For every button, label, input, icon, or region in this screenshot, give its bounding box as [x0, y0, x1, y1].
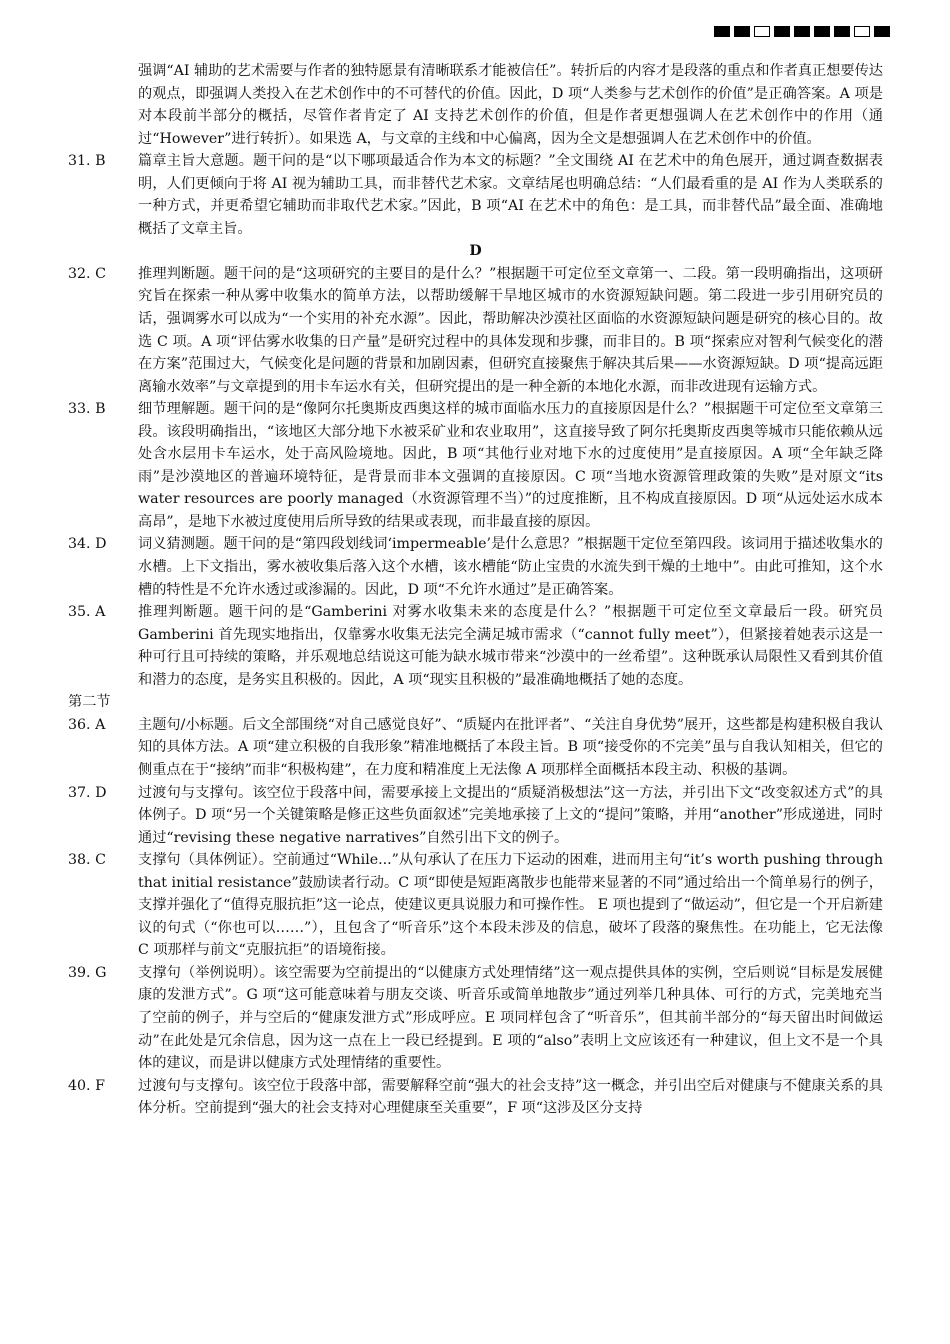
answer-explanation: 推理判断题。题干问的是“Gamberini 对雾水收集未来的态度是什么？”根据题干可定位至文章最后一段。研究员 Gamberini 首先现实地指出，仅靠雾水收集无法完全满足城市需求（“cannot fully meet”），但紧接着她表示这是一种可行且可持续的策略，并乐观地总结说这可能为缺水城市带来“沙漠中的一丝希望”。这种既承认局限性又看到其价值和潜力的态度，是务实且积极的。因此，A 项“现实且积极的”最准确地概括了她的态度。	[138, 604, 883, 688]
answer-item	[68, 533, 883, 601]
answer-item	[68, 962, 883, 1075]
answer-item	[68, 782, 883, 850]
answer-explanation: 主题句/小标题。后文全部围绕“对自己感觉良好”、“质疑内在批评者”、“关注自身优势”展开，这些都是构建积极自我认知的具体方法。A 项“建立积极的自我形象”精准地概括了本段主旨。B 项“接受你的不完美”虽与自我认知相关，但它的侧重点在于“接纳”而非“积极构建”，在力度和精准度上无法像 A 项那样全面概括本段主动、积极的基调。	[138, 716, 883, 778]
answer-number: 39. G	[68, 964, 107, 981]
answer-item	[68, 150, 883, 240]
answer-item	[68, 263, 883, 398]
answer-explanation: 词义猜测题。题干问的是“第四段划线词‘impermeable’是什么意思？”根据题干定位至第四段。该词用于描述收集水的水槽。上下文指出，雾水被收集后落入这个水槽，该水槽能“防止宝贵的水流失到干燥的土地中”。由此可推知，这个水槽的特性是不允许水透过或渗漏的。因此，D 项“不允许水通过”是正确答案。	[138, 536, 883, 598]
answer-explanation: 细节理解题。题干问的是“像阿尔托奥斯皮西奥这样的城市面临水压力的直接原因是什么？”根据题干可定位至文章第三段。该段明确指出，“该地区大部分地下水被采矿业和农业取用”，这直接导致了阿尔托奥斯皮西奥等城市只能依赖从远处含水层用卡车运水，处于高风险境地。因此，B 项“其他行业对地下水的过度使用”是直接原因。A 项“全年缺乏降雨”是沙漠地区的普遍环境特征，是背景而非本文强调的直接原因。C 项“当地水资源管理政策的失败”是对原文“its water resources are poorly managed（水资源管理不当）”的过度推断，且不构成直接原因。D 项“从远处运水成本高昂”，是地下水被过度使用后所导致的结果或表现，而非最直接的原因。	[138, 401, 883, 530]
header-mark	[714, 26, 730, 37]
answer-number: 34. D	[68, 536, 107, 553]
header-mark	[854, 26, 870, 37]
answer-number: 33. B	[68, 401, 106, 418]
answer-number: 35. A	[68, 604, 106, 621]
answer-number: 37. D	[68, 784, 107, 801]
header-marks	[714, 26, 890, 37]
header-mark	[834, 26, 850, 37]
answer-number: 40. F	[68, 1077, 105, 1094]
answer-number: 36. A	[68, 716, 106, 733]
answer-item	[68, 601, 883, 691]
continuation-paragraph: 强调“AI 辅助的艺术需要与作者的独特愿景有清晰联系才能被信任”。转折后的内容才是段落的重点和作者真正想要传达的观点，即强调人类投入在艺术创作中的不可替代的价值。因此，D 项“人类参与艺术创作的价值”是正确答案。A 项是对本段前半部分的概括，尽管作者肯定了 AI 支持艺术创作的价值，但是作者更想强调人在艺术创作中的作用（通过“However”进行转折）。如果选 A，与文章的主线和中心偏离，因为全文是想强调人在艺术创作中的价值。	[138, 63, 883, 147]
answer-item	[68, 714, 883, 782]
answer-explanation: 篇章主旨大意题。题干问的是“以下哪项最适合作为本文的标题？”全文围绕 AI 在艺术中的角色展开，通过调查数据表明，人们更倾向于将 AI 视为辅助工具，而非替代艺术家。文章结尾也明确总结：“人们最看重的是 AI 作为人类联系的一种方式，并更希望它辅助而非取代艺术家。”因此，B 项“AI 在艺术中的角色：是工具，而非替代品”最全面、准确地概括了文章主旨。	[138, 153, 883, 237]
answer-explanation: 推理判断题。题干问的是“这项研究的主要目的是什么？”根据题干可定位至文章第一、二段。第一段明确指出，这项研究旨在探索一种从雾中收集水的简单方法，以帮助缓解干旱地区城市的水资源短缺问题。第二段进一步引用研究员的话，强调雾水可以成为“一个实用的补充水源”。因此，帮助解决沙漠社区面临的水资源短缺问题是研究的核心目的。故选 C 项。A 项“评估雾水收集的日产量”是研究过程中的具体发现和步骤，而非目的。B 项“探索应对智利气候变化的潜在方案”范围过大，气候变化是问题的背景和加剧因素，但研究直接聚焦于解决其后果——水资源短缺。D 项“提高远距离输水效率”与文章提到的用卡车运水有关，但研究提出的是一种全新的本地化水源，而非改进现有运输方式。	[138, 265, 883, 395]
answer-number: 32. C	[68, 265, 106, 282]
section-heading-d: D	[469, 243, 482, 260]
section-heading-2: 第二节	[68, 694, 111, 711]
answer-item	[68, 1075, 883, 1120]
answer-number: 31. B	[68, 153, 106, 170]
answer-explanation: 支撑句（举例说明）。该空需要为空前提出的“以健康方式处理情绪”这一观点提供具体的实例，空后则说“目标是发展健康的发泄方式”。G 项“这可能意味着与朋友交谈、听音乐或简单地散步”通过列举几种具体、可行的方式，完美地充当了空前的例子，并与空后的“健康发泄方式”形成呼应。E 项同样包含了“听音乐”，但其前半部分的“每天留出时间做运动”在此处是冗余信息，因为这一点在上一段已经提到。E 项的“also”表明上文应该还有一种建议，但上文不是一个具体的建议，而是讲以健康方式处理情绪的重要性。	[138, 964, 883, 1072]
answer-explanations	[68, 60, 883, 1120]
header-mark	[814, 26, 830, 37]
answer-item	[68, 849, 883, 962]
header-mark	[874, 26, 890, 37]
header-mark	[754, 26, 770, 37]
answer-number: 38. C	[68, 852, 106, 869]
header-mark	[774, 26, 790, 37]
answer-explanation: 支撑句（具体例证）。空前通过“While...”从句承认了在压力下运动的困难，进而用主句“it’s worth pushing through that initial resistance”鼓励读者行动。C 项“即使是短距离散步也能带来显著的不同”通过给出一个简单易行的例子，支撑并强化了“值得克服抗拒”这一论点，使建议更具说服力和可操作性。 E 项也提到了“做运动”，但它是一个开启新建议的句式（“你也可以……”），且包含了“听音乐”这个本段未涉及的信息，破坏了段落的聚焦性。在功能上，它无法像 C 项那样与前文“克服抗拒”的语境衔接。	[138, 852, 883, 959]
answer-item	[68, 398, 883, 533]
header-mark	[734, 26, 750, 37]
answer-explanation: 过渡句与支撑句。该空位于段落中部，需要解释空前“强大的社会支持”这一概念，并引出空后对健康与不健康关系的具体分析。空前提到“强大的社会支持对心理健康至关重要”，F 项“这涉及区分支持	[138, 1077, 883, 1117]
header-mark	[794, 26, 810, 37]
answer-explanation: 过渡句与支撑句。该空位于段落中间，需要承接上文提出的“质疑消极想法”这一方法，并引出下文“改变叙述方式”的具体例子。D 项“另一个关键策略是修正这些负面叙述”完美地承接了上文的“提问”策略，并用“another”形成递进，同时通过“revising these negative narratives”自然引出下文的例子。	[138, 784, 883, 846]
